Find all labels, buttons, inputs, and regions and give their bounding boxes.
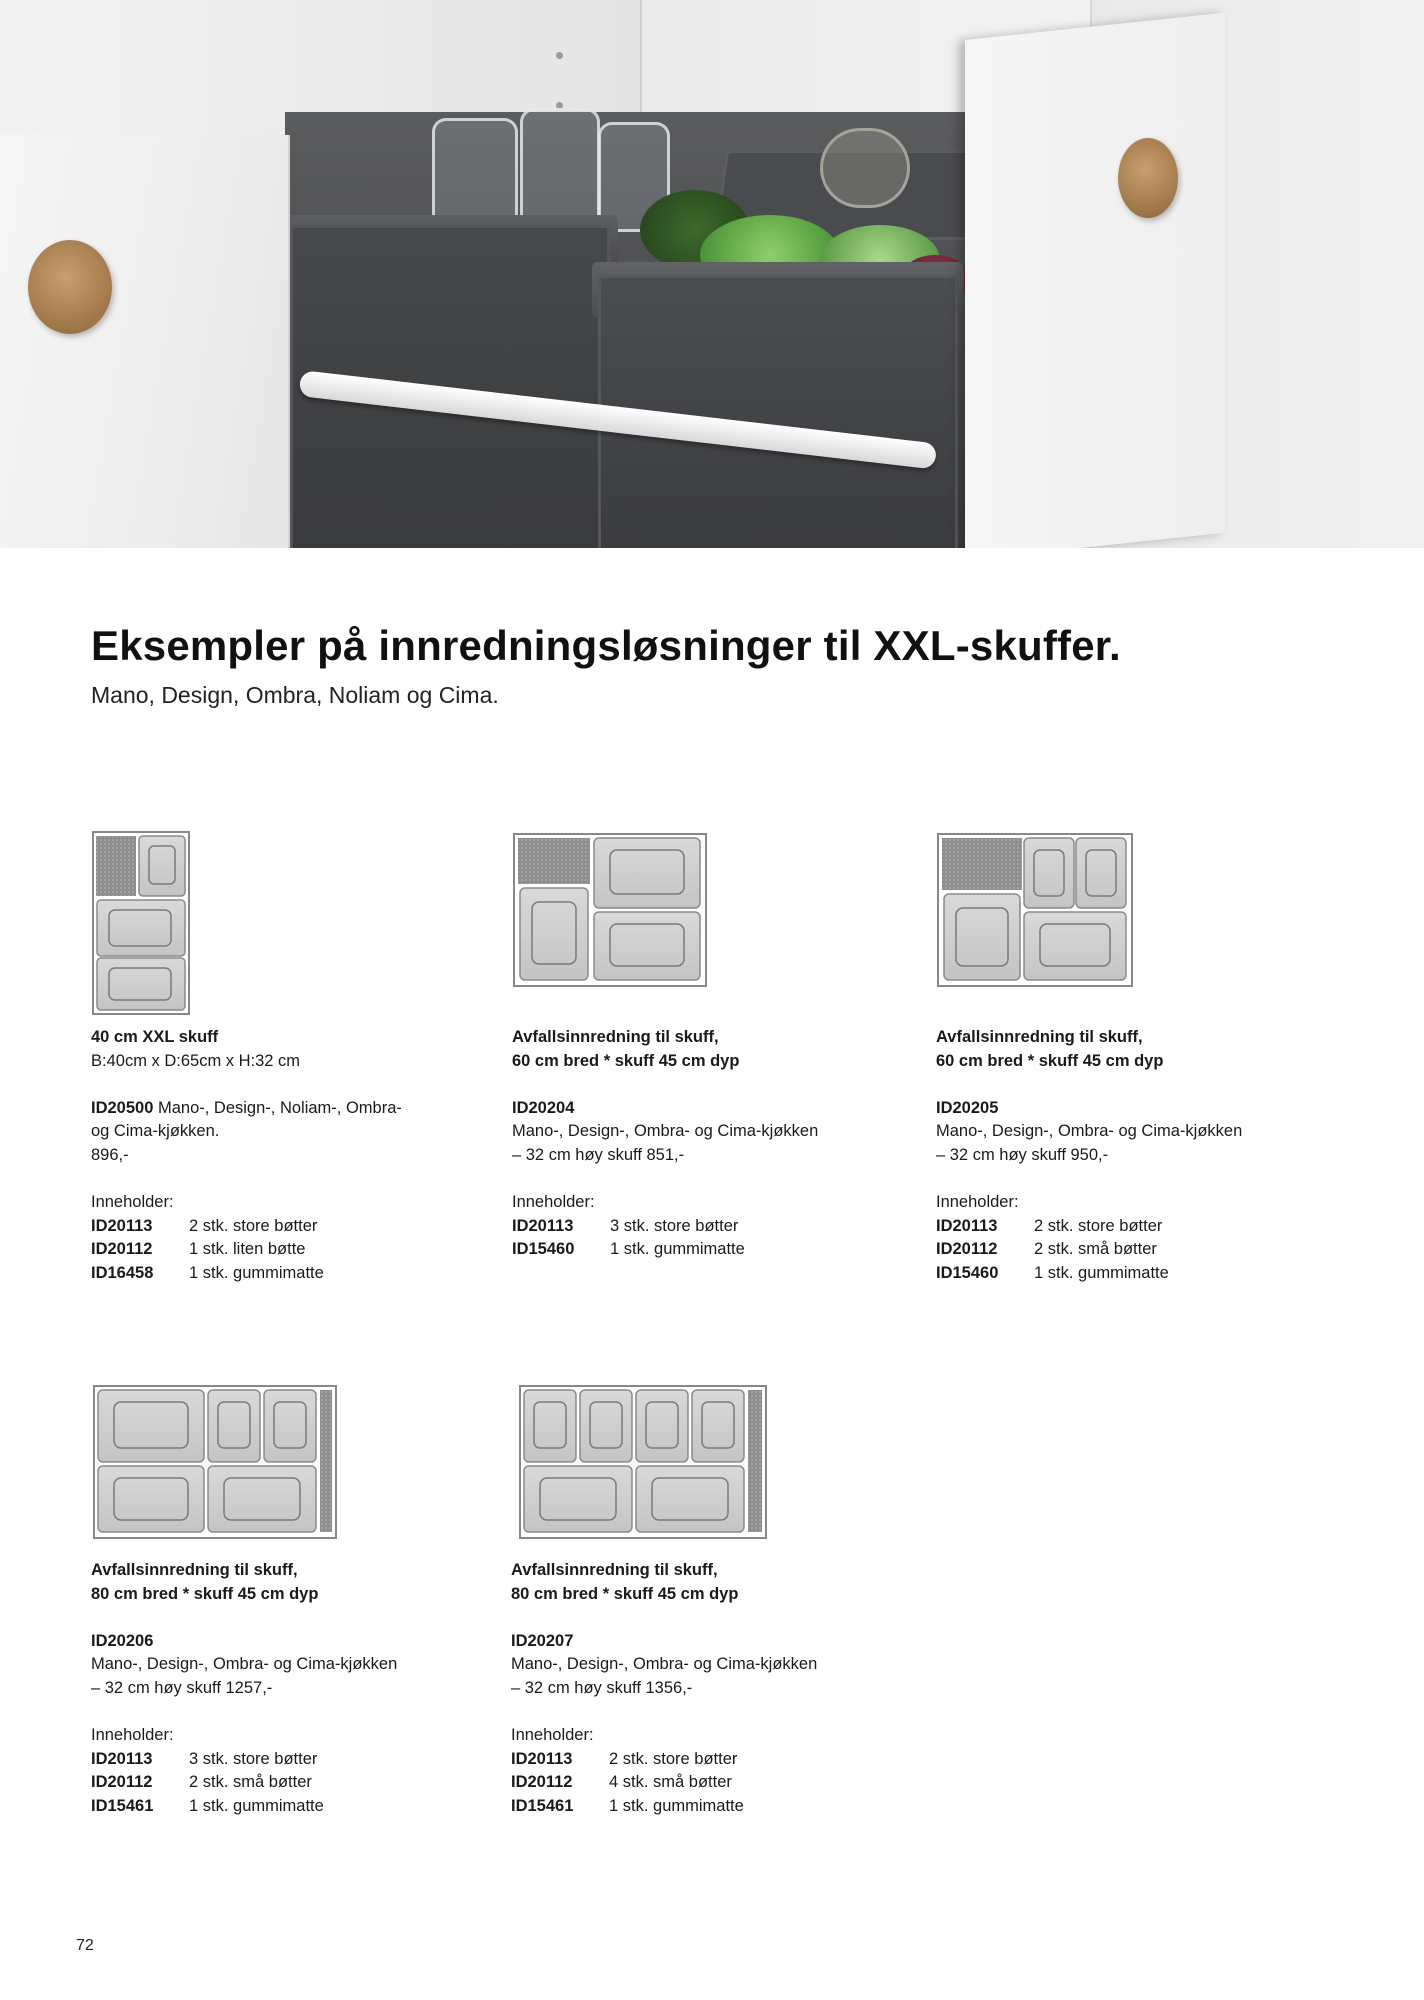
item-code: ID16458 <box>91 1263 154 1282</box>
product-id: ID20205 <box>936 1098 999 1117</box>
item-text: 2 stk. store bøtter <box>189 1216 318 1235</box>
item-code: ID15460 <box>936 1263 999 1282</box>
drawer-diagram-id20204 <box>512 830 708 990</box>
list-item <box>91 1215 491 1239</box>
item-text: 1 stk. gummimatte <box>189 1796 324 1815</box>
item-text: 2 stk. store bøtter <box>609 1749 738 1768</box>
list-item <box>512 1238 912 1262</box>
product-id: ID20206 <box>91 1631 154 1650</box>
product-info-id20500 <box>91 1026 491 1286</box>
item-code: ID20113 <box>936 1216 998 1235</box>
drawer-diagram-id20207 <box>518 1382 768 1542</box>
item-code: ID20113 <box>91 1216 153 1235</box>
item-text: 4 stk. små bøtter <box>609 1773 732 1792</box>
product-subtitle: 60 cm bred * skuff 45 cm dyp <box>936 1051 1164 1070</box>
item-text: 2 stk. store bøtter <box>1034 1216 1163 1235</box>
brass-knob-icon <box>1118 138 1178 218</box>
list-item <box>91 1795 491 1819</box>
product-title: Avfallsinnredning til skuff, <box>936 1028 1143 1046</box>
drawer-diagram-id20500 <box>91 830 191 1016</box>
item-code: ID20112 <box>936 1240 998 1259</box>
list-item <box>91 1771 491 1795</box>
item-text: 1 stk. gummimatte <box>610 1240 745 1259</box>
list-item <box>936 1262 1336 1286</box>
list-item <box>936 1215 1336 1239</box>
product-info-id20205 <box>936 1026 1336 1286</box>
product-subtitle: 80 cm bred * skuff 45 cm dyp <box>91 1584 319 1603</box>
item-text: 2 stk. små bøtter <box>1034 1240 1157 1259</box>
list-item <box>511 1795 911 1819</box>
product-price: 896,- <box>91 1145 129 1164</box>
product-desc: Mano-, Design-, Ombra- og Cima-kjøkken <box>936 1122 1243 1141</box>
product-desc: – 32 cm høy skuff 1257,- <box>91 1678 273 1697</box>
product-info-id20207 <box>511 1559 911 1819</box>
drawer-diagram-id20205 <box>936 830 1134 990</box>
hero-photo <box>0 0 1424 548</box>
list-item <box>91 1748 491 1772</box>
list-item <box>512 1215 912 1239</box>
product-title: Avfallsinnredning til skuff, <box>511 1561 718 1579</box>
item-text: 3 stk. store bøtter <box>189 1749 318 1768</box>
item-text: 3 stk. store bøtter <box>610 1216 739 1235</box>
product-title: Avfallsinnredning til skuff, <box>512 1028 719 1046</box>
contains-label: Inneholder: <box>91 1726 174 1745</box>
item-code: ID20112 <box>91 1773 153 1792</box>
list-item <box>511 1748 911 1772</box>
drawer-diagram-id20206 <box>92 1382 338 1542</box>
product-id: ID20207 <box>511 1631 574 1650</box>
product-info-id20204 <box>512 1026 912 1262</box>
item-code: ID20112 <box>511 1773 573 1792</box>
item-code: ID20112 <box>91 1240 153 1259</box>
list-item <box>91 1238 491 1262</box>
cabinet-door-left <box>0 135 290 548</box>
product-desc: – 32 cm høy skuff 1356,- <box>511 1678 693 1697</box>
item-text: 1 stk. gummimatte <box>189 1263 324 1282</box>
product-desc: og Cima-kjøkken. <box>91 1122 220 1141</box>
product-desc: – 32 cm høy skuff 851,- <box>512 1145 685 1164</box>
product-subtitle: 60 cm bred * skuff 45 cm dyp <box>512 1051 740 1070</box>
item-text: 2 stk. små bøtter <box>189 1773 312 1792</box>
brass-knob-icon <box>28 240 112 334</box>
item-text: 1 stk. gummimatte <box>609 1796 744 1815</box>
item-text: 1 stk. liten bøtte <box>189 1240 306 1259</box>
contains-label: Inneholder: <box>936 1193 1019 1212</box>
item-code: ID20113 <box>511 1749 573 1768</box>
product-title: Avfallsinnredning til skuff, <box>91 1561 298 1579</box>
item-code: ID15460 <box>512 1240 575 1259</box>
item-code: ID15461 <box>511 1796 574 1815</box>
tin-can-icon <box>820 128 910 208</box>
contains-label: Inneholder: <box>511 1726 594 1745</box>
list-item <box>91 1262 491 1286</box>
page-title: Eksempler på innredningsløsninger til XXL-skuffer. <box>91 622 1121 669</box>
item-code: ID20113 <box>91 1749 153 1768</box>
contains-label: Inneholder: <box>91 1193 174 1212</box>
item-code: ID15461 <box>91 1796 154 1815</box>
product-id-line <box>91 1097 491 1121</box>
cabinet-door-open <box>965 13 1225 548</box>
hinge-dot <box>556 52 563 59</box>
item-text: 1 stk. gummimatte <box>1034 1263 1169 1282</box>
contains-label: Inneholder: <box>512 1193 595 1212</box>
product-id: ID20204 <box>512 1098 575 1117</box>
product-desc: Mano-, Design-, Ombra- og Cima-kjøkken <box>511 1655 818 1674</box>
item-code: ID20113 <box>512 1216 574 1235</box>
page-subtitle: Mano, Design, Ombra, Noliam og Cima. <box>91 682 499 708</box>
product-id: ID20500 <box>91 1098 154 1117</box>
product-subtitle: 80 cm bred * skuff 45 cm dyp <box>511 1584 739 1603</box>
product-desc: – 32 cm høy skuff 950,- <box>936 1145 1109 1164</box>
product-title: 40 cm XXL skuff <box>91 1028 219 1046</box>
product-info-id20206 <box>91 1559 491 1819</box>
list-item <box>511 1771 911 1795</box>
product-desc: Mano-, Design-, Ombra- og Cima-kjøkken <box>512 1122 819 1141</box>
list-item <box>936 1238 1336 1262</box>
page-number: 72 <box>76 1937 94 1954</box>
product-desc: Mano-, Design-, Noliam-, Ombra- <box>157 1098 402 1117</box>
product-dimensions: B:40cm x D:65cm x H:32 cm <box>91 1051 301 1070</box>
product-desc: Mano-, Design-, Ombra- og Cima-kjøkken <box>91 1655 398 1674</box>
